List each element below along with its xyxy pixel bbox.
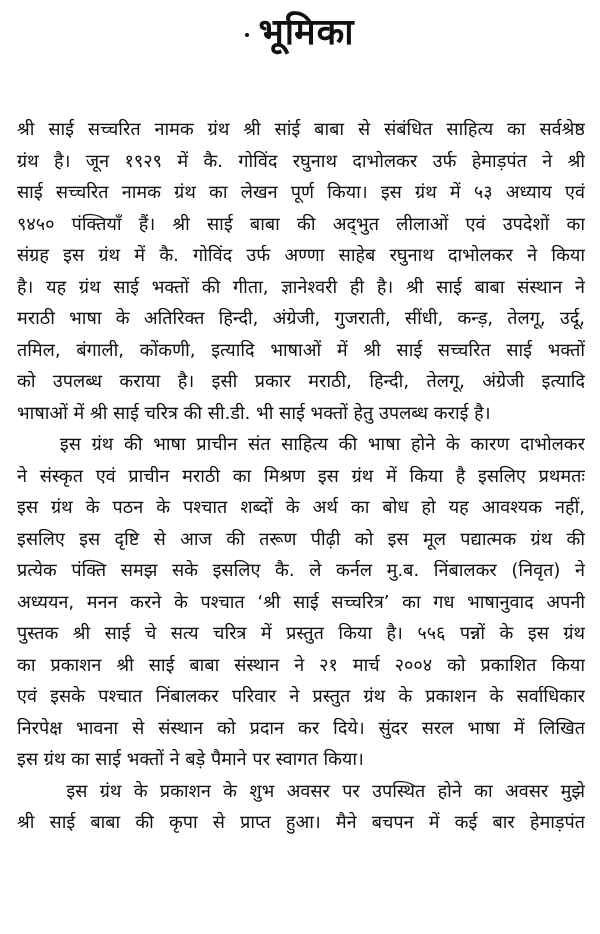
text-line: इस ग्रंथ के प्रकाशन के शुभ अवसर पर उपस्थित होने का अवसर मुझे xyxy=(17,780,585,802)
text-line: निरपेक्ष भावना से संस्थान को प्रदान कर दिये। सुंदर सरल भाषा में लिखित xyxy=(17,717,585,739)
text-line: ग्रंथ है। जून १९२९ में कै. गोविंद रघुनाथ दाभोलकर उर्फ हेमाड़पंत ने श्री xyxy=(17,150,585,172)
text-line: तमिल, बंगाली, कोंकणी, इत्यादि भाषाओं में श्री साई सच्चरित साई भक्तों xyxy=(17,339,585,361)
text-line: है। यह ग्रंथ साई भक्तों की गीता, ज्ञानेश्वरी ही है। श्री साई बाबा संस्थान ने xyxy=(17,276,585,298)
text-line: ने संस्कृत एवं प्राचीन मराठी का मिश्रण इस ग्रंथ में किया है इसलिए प्रथमतः xyxy=(17,465,585,487)
text-line: श्री साई सच्चरित नामक ग्रंथ श्री सांई बाबा से संबंधित साहित्य का सर्वश्रेष्ठ xyxy=(17,119,585,140)
text-line: मराठी भाषा के अतिरिक्त हिन्दी, अंग्रेजी, गुजराती, सींधी, कन्ड़, तेलगू, उर्दू, xyxy=(17,308,585,329)
text-line: अध्ययन, मनन करने के पश्चात ‘श्री साई सच्चरित्र’ का गध भाषानुवाद अपनी xyxy=(17,591,585,613)
text-line: संग्रह इस ग्रंथ में कै. गोविंद उर्फ अण्णा साहेब रघुनाथ दाभोलकर ने किया xyxy=(17,245,585,266)
text-line: इसलिए इस दृष्टि से आज की तरूण पीढ़ी को इस मूल पद्यात्मक ग्रंथ की xyxy=(17,528,585,550)
text-line: पुस्तक श्री साई चे सत्य चरित्र में प्रस्तुत किया है। ५५६ पन्नों के इस ग्रंथ xyxy=(17,623,585,644)
paragraph xyxy=(17,776,585,839)
text-line: भाषाओं में श्री साई चरित्र की सी.डी. भी साई भक्तों हेतु उपलब्ध कराई है। xyxy=(17,402,491,424)
page-title: भूमिका xyxy=(258,11,355,53)
text-line: साई सच्चरित नामक ग्रंथ का लेखन पूर्ण किया। इस ग्रंथ में ५३ अध्याय एवं xyxy=(17,182,585,203)
text-line: ९४५० पंक्तियाँ हैं। श्री साई बाबा की अद्‌भुत लीलाओं एवं उपदेशों का xyxy=(17,213,585,235)
text-line: इस ग्रंथ के पठन के पश्चात शब्दों के अर्थ का बोध हो यह आवश्यक नहीं, xyxy=(17,497,585,518)
paragraph xyxy=(17,429,585,776)
text-line: प्रत्येक पंक्ति समझ सके इसलिए कै. ले कर्नल मु.ब. निंबालकर (निवृत) ने xyxy=(17,560,585,581)
title-block xyxy=(0,6,600,58)
text-line: एवं इसके पश्चात निंबालकर परिवार ने प्रस्तुत ग्रंथ के प्रकाशन के सर्वाधिकार xyxy=(17,686,585,707)
text-line: श्री साई बाबा की कृपा से प्राप्त हुआ। मैने बचपन में कई बार हेमाड़पंत xyxy=(17,812,585,833)
text-line: को उपलब्ध कराया है। इसी प्रकार मराठी, हिन्दी, तेलगू, अंग्रेजी इत्यादि xyxy=(17,371,585,392)
text-line: इस ग्रंथ की भाषा प्राचीन संत साहित्य की भाषा होने के कारण दाभोलकर xyxy=(17,434,585,455)
title-bullet-dot xyxy=(245,33,249,37)
paragraph xyxy=(17,114,585,429)
body-text xyxy=(17,114,585,839)
text-line: का प्रकाशन श्री साई बाबा संस्थान ने २१ मार्च २००४ को प्रकाशित किया xyxy=(17,654,585,676)
text-line: इस ग्रंथ का साई भक्तों ने बड़े पैमाने पर स्वागत किया। xyxy=(17,749,364,770)
